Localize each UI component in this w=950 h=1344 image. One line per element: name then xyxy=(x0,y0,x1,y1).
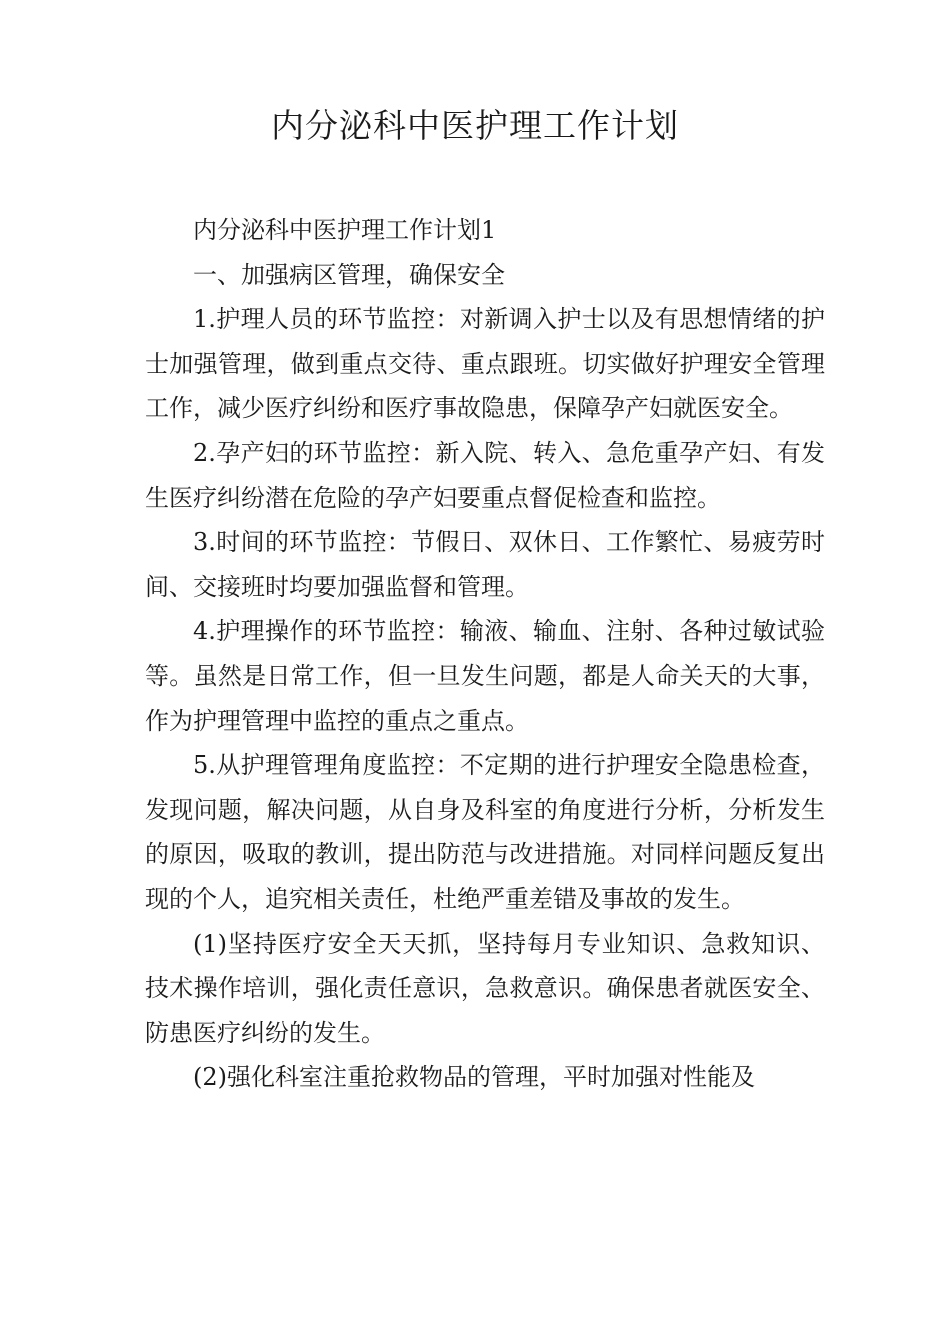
section-heading: 一、加强病区管理，确保安全 xyxy=(193,260,505,289)
document-title: 内分泌科中医护理工作计划 xyxy=(271,106,679,145)
document-body xyxy=(145,208,825,1100)
paragraph-item-5: 5.从护理管理角度监控：不定期的进行护理安全隐患检查，发现问题，解决问题，从自身及科室的角度进行分析，分析发生的原因，吸取的教训，提出防范与改进措施。对同样问题反复出现的个人，追究相关责任，杜绝严重差错及事故的发生。 xyxy=(145,751,825,913)
paragraph-item-1: 1.护理人员的环节监控：对新调入护士以及有思想情绪的护士加强管理，做到重点交待、重点跟班。切实做好护理安全管理工作，减少医疗纠纷和医疗事故隐患，保障孕产妇就医安全。 xyxy=(145,305,825,423)
paragraph-item-3: 3.时间的环节监控：节假日、双休日、工作繁忙、易疲劳时间、交接班时均要加强监督和管理。 xyxy=(145,528,825,601)
paragraph-subitem-2: (2)强化科室注重抢救物品的管理，平时加强对性能及 xyxy=(193,1063,755,1092)
subtitle-paragraph: 内分泌科中医护理工作计划1 xyxy=(193,216,497,244)
paragraph-subitem-1: (1)坚持医疗安全天天抓，坚持每月专业知识、急救知识、技术操作培训，强化责任意识，急救意识。确保患者就医安全、防患医疗纠纷的发生。 xyxy=(145,929,825,1047)
paragraph-item-2: 2.孕产妇的环节监控：新入院、转入、急危重孕产妇、有发生医疗纠纷潜在危险的孕产妇要重点督促检查和监控。 xyxy=(145,438,825,512)
paragraph-item-4: 4.护理操作的环节监控：输液、输血、注射、各种过敏试验等。虽然是日常工作，但一旦发生问题，都是人命关天的大事，作为护理管理中监控的重点之重点。 xyxy=(145,617,825,735)
